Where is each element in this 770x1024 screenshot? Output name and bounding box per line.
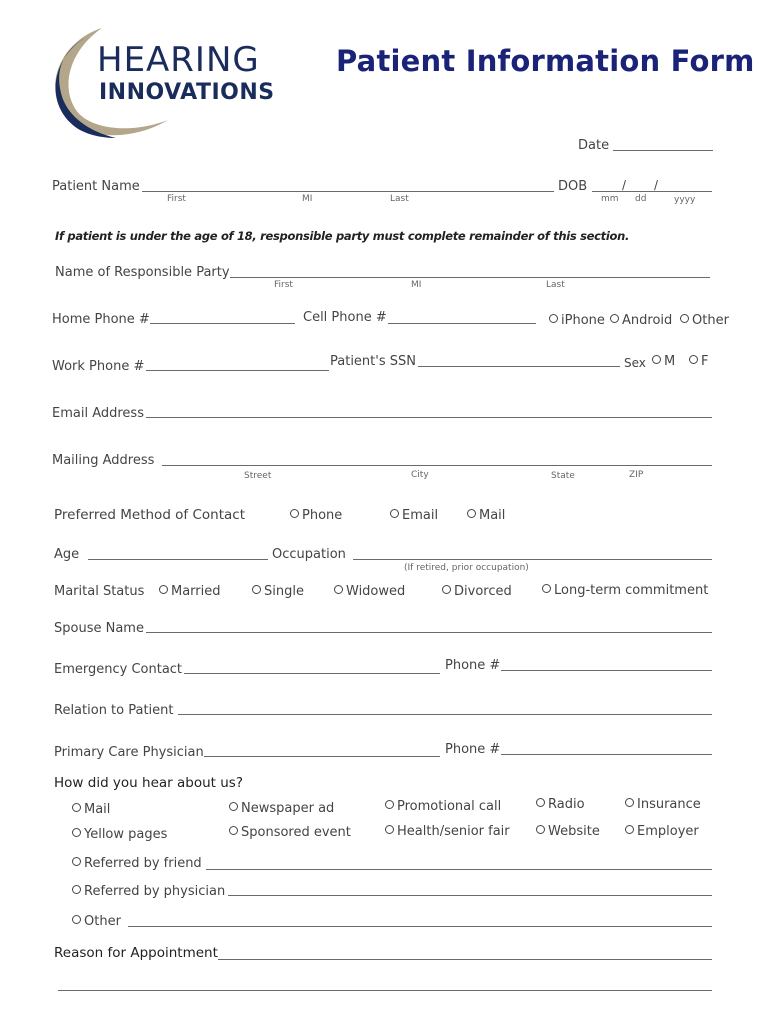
work-phone-field[interactable] [146,370,329,371]
radio-circle-icon [334,585,343,594]
email-field[interactable] [146,417,712,418]
radio-ref-sponsored[interactable] [229,825,351,841]
radio-circle-icon [385,825,394,834]
patient-name-field[interactable] [142,191,554,192]
occupation-label: Occupation [272,547,346,562]
logo-text-hearing: HEARING [97,40,260,80]
radio-circle-icon [252,585,261,594]
radio-single-label: Single [264,584,304,599]
radio-ref-newspaper-label: Newspaper ad [241,801,335,816]
radio-circle-icon [385,800,394,809]
radio-long-term-label: Long-term commitment [554,583,709,598]
radio-single[interactable] [252,584,304,600]
radio-circle-icon [689,355,698,364]
radio-ref-radio-label: Radio [548,797,585,812]
radio-ref-promotional[interactable] [385,799,501,815]
referral-heading: How did you hear about us? [54,775,243,791]
relation-field[interactable] [178,714,712,715]
dob-yyyy-hint: yyyy [674,195,696,205]
cell-phone-field[interactable] [388,323,536,324]
emergency-contact-field[interactable] [184,673,440,674]
email-label: Email Address [52,406,144,421]
radio-phone-other-label: Other [692,313,729,328]
patient-mi-hint: MI [302,194,313,204]
responsible-party-label: Name of Responsible Party [55,265,230,280]
radio-circle-icon [625,798,634,807]
dob-sep-1: / [622,178,627,192]
mailing-state-hint: State [551,471,575,481]
contact-method-label: Preferred Method of Contact [54,507,246,523]
radio-ref-yellow-pages-label: Yellow pages [84,827,168,842]
radio-contact-email-label: Email [402,508,439,523]
radio-contact-phone-label: Phone [302,508,343,523]
dob-label: DOB [558,179,588,194]
page-title: Patient Information Form [336,44,755,78]
date-field[interactable] [613,150,713,151]
radio-sex-f-label: F [701,354,709,369]
spouse-name-label: Spouse Name [54,621,144,636]
patient-name-label: Patient Name [52,179,140,194]
radio-circle-icon [229,802,238,811]
radio-circle-icon [72,828,81,837]
radio-ref-promotional-label: Promotional call [397,799,502,814]
radio-sex-m-label: M [664,354,676,369]
radio-ref-physician[interactable] [72,884,225,900]
radio-circle-icon [159,585,168,594]
radio-circle-icon [72,915,81,924]
radio-ref-friend[interactable] [72,856,202,872]
radio-circle-icon [680,314,689,323]
radio-ref-physician-label: Referred by physician [84,884,226,899]
mailing-street-hint: Street [244,471,272,481]
physician-phone-label: Phone # [445,742,501,757]
logo-text-innovations: INNOVATIONS [99,80,275,105]
radio-widowed[interactable] [334,584,405,600]
radio-widowed-label: Widowed [346,584,406,599]
radio-ref-health-fair[interactable] [385,824,510,840]
radio-sex-f[interactable] [689,354,708,370]
marital-status-label: Marital Status [54,584,145,599]
radio-ref-other-label: Other [84,914,121,929]
ssn-field[interactable] [418,366,620,367]
radio-ref-mail-label: Mail [84,802,111,817]
mailing-city-hint: City [411,470,429,480]
radio-ref-insurance-label: Insurance [637,797,701,812]
radio-married-label: Married [171,584,221,599]
radio-iphone[interactable] [549,313,605,329]
reason-field[interactable] [218,959,712,960]
age-field[interactable] [88,559,268,560]
radio-android-label: Android [622,313,673,328]
radio-ref-sponsored-label: Sponsored event [241,825,351,840]
radio-married[interactable] [159,584,221,600]
radio-phone-other[interactable] [680,313,729,329]
date-label: Date [578,138,610,153]
radio-circle-icon [549,314,558,323]
patient-first-hint: First [167,194,186,204]
ref-other-field[interactable] [128,926,712,927]
cell-phone-label: Cell Phone # [303,310,387,325]
reason-field-line-2[interactable] [58,990,712,991]
radio-ref-insurance[interactable] [625,797,701,813]
radio-ref-website-label: Website [548,824,600,839]
physician-label: Primary Care Physician [54,745,204,760]
radio-circle-icon [442,585,451,594]
radio-contact-mail-label: Mail [479,508,506,523]
ref-physician-field[interactable] [228,895,712,896]
mailing-address-field[interactable] [162,465,712,466]
radio-long-term[interactable] [542,583,708,599]
radio-ref-mail[interactable] [72,802,110,818]
age-label: Age [54,547,80,562]
radio-contact-email[interactable] [390,508,438,524]
responsible-party-field[interactable] [230,277,710,278]
radio-circle-icon [229,826,238,835]
radio-circle-icon [536,825,545,834]
radio-ref-employer[interactable] [625,824,699,840]
radio-circle-icon [610,314,619,323]
relation-label: Relation to Patient [54,703,174,718]
home-phone-label: Home Phone # [52,312,150,327]
radio-ref-other[interactable] [72,914,121,930]
emergency-contact-label: Emergency Contact [54,662,183,677]
radio-ref-yellow-pages[interactable] [72,827,167,843]
radio-ref-radio[interactable] [536,797,585,813]
radio-contact-phone[interactable] [290,508,342,524]
radio-circle-icon [625,825,634,834]
physician-field[interactable] [204,756,440,757]
dob-field[interactable] [592,191,712,192]
radio-ref-website[interactable] [536,824,600,840]
dob-mm-hint: mm [601,194,619,204]
physician-phone-field[interactable] [501,754,712,755]
spouse-name-field[interactable] [146,632,712,633]
radio-circle-icon [72,885,81,894]
dob-dd-hint: dd [635,194,647,204]
radio-ref-health-fair-label: Health/senior fair [397,824,510,839]
emergency-phone-label: Phone # [445,658,501,673]
responsible-last-hint: Last [546,280,565,290]
radio-ref-employer-label: Employer [637,824,699,839]
home-phone-field[interactable] [150,323,295,324]
radio-circle-icon [72,803,81,812]
radio-iphone-label: iPhone [561,313,605,328]
minor-note: If patient is under the age of 18, responsible party must complete remainder of this section. [55,229,630,243]
logo [40,22,290,142]
radio-circle-icon [467,509,476,518]
radio-contact-mail[interactable] [467,508,505,524]
radio-circle-icon [390,509,399,518]
mailing-zip-hint: ZIP [629,470,644,480]
radio-ref-newspaper[interactable] [229,801,334,817]
ssn-label: Patient's SSN [330,354,416,369]
ref-friend-field[interactable] [206,869,712,870]
radio-circle-icon [536,798,545,807]
radio-circle-icon [652,355,661,364]
patient-last-hint: Last [390,194,409,204]
radio-divorced-label: Divorced [454,584,512,599]
reason-label: Reason for Appointment [54,945,218,961]
radio-circle-icon [290,509,299,518]
radio-sex-m[interactable] [652,354,675,370]
responsible-mi-hint: MI [411,280,422,290]
radio-ref-friend-label: Referred by friend [84,856,202,871]
emergency-phone-field[interactable] [501,670,712,671]
radio-divorced[interactable] [442,584,512,600]
sex-label: Sex [624,356,646,370]
radio-android[interactable] [610,313,672,329]
mailing-address-label: Mailing Address [52,453,155,468]
occupation-field[interactable] [353,559,712,560]
radio-circle-icon [542,584,551,593]
responsible-first-hint: First [274,280,293,290]
dob-sep-2: / [654,178,659,192]
occupation-hint: (If retired, prior occupation) [404,563,529,573]
work-phone-label: Work Phone # [52,359,145,374]
radio-circle-icon [72,857,81,866]
